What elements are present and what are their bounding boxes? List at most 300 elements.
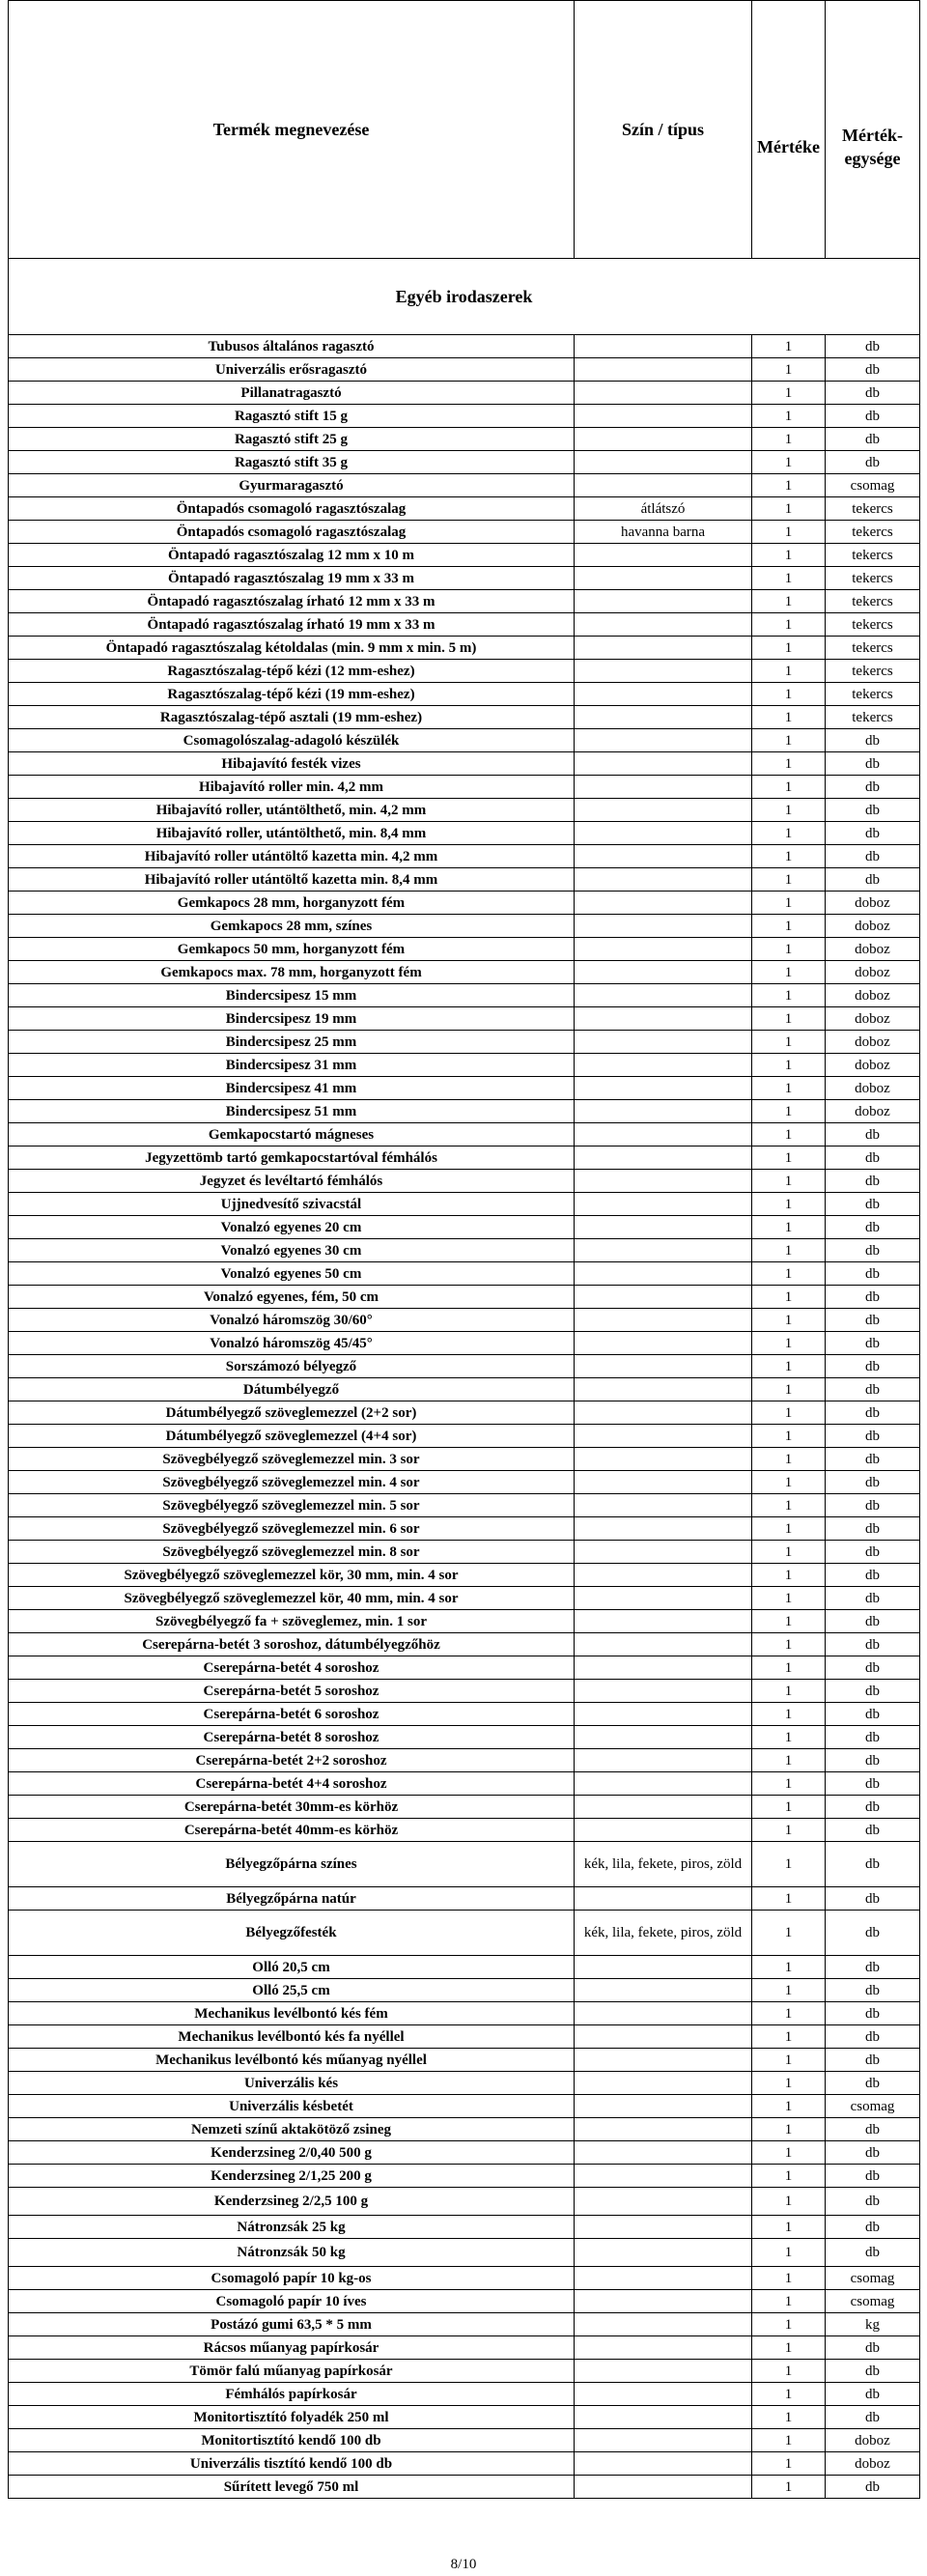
table-header [9,1,920,259]
product-name-cell: Tömör falú műanyag papírkosár [9,2360,575,2383]
quantity-cell: 1 [752,1656,826,1680]
color-type-cell [575,1286,752,1309]
unit-cell: db [826,2141,920,2165]
table-row [9,358,920,382]
quantity-cell: 1 [752,1471,826,1494]
product-name-cell: Postázó gumi 63,5 * 5 mm [9,2313,575,2336]
unit-cell: tekercs [826,706,920,729]
color-type-cell [575,1587,752,1610]
unit-cell: db [826,1494,920,1517]
quantity-cell: 1 [752,1448,826,1471]
product-name-cell: Öntapadós csomagoló ragasztószalag [9,497,575,521]
unit-cell: doboz [826,915,920,938]
table-row [9,799,920,822]
table-row [9,1796,920,1819]
header-product-name: Termék megnevezése [9,1,575,259]
product-name-cell: Bindercsipesz 25 mm [9,1031,575,1054]
table-row [9,1425,920,1448]
table-row [9,2290,920,2313]
table-row [9,776,920,799]
color-type-cell [575,1633,752,1656]
table-row [9,2165,920,2188]
table-row [9,1031,920,1054]
product-name-cell: Bindercsipesz 15 mm [9,984,575,1007]
table-row [9,2267,920,2290]
quantity-cell: 1 [752,868,826,892]
unit-cell: db [826,1911,920,1956]
unit-cell: tekercs [826,590,920,613]
quantity-cell: 1 [752,683,826,706]
quantity-cell: 1 [752,1216,826,1239]
color-type-cell [575,2141,752,2165]
quantity-cell: 1 [752,1819,826,1842]
product-name-cell: Nátronzsák 50 kg [9,2239,575,2267]
quantity-cell: 1 [752,2313,826,2336]
quantity-cell: 1 [752,544,826,567]
product-name-cell: Bélyegzőpárna natúr [9,1887,575,1911]
page-number: 8/10 [450,2557,477,2572]
product-name-cell: Cserepárna-betét 6 soroshoz [9,1703,575,1726]
quantity-cell: 1 [752,451,826,474]
quantity-cell: 1 [752,1796,826,1819]
product-name-cell: Sűrített levegő 750 ml [9,2476,575,2499]
product-name-cell: Bélyegzőpárna színes [9,1842,575,1887]
product-name-cell: Bindercsipesz 41 mm [9,1077,575,1100]
color-type-cell [575,1796,752,1819]
header-unit-label: Mérték-egysége [842,126,903,168]
unit-cell: doboz [826,1077,920,1100]
table-row [9,497,920,521]
unit-cell: doboz [826,1054,920,1077]
table-row [9,2313,920,2336]
unit-cell: db [826,2165,920,2188]
product-name-cell: Pillanatragasztó [9,382,575,405]
product-name-cell: Ragasztó stift 35 g [9,451,575,474]
quantity-cell: 1 [752,2429,826,2452]
quantity-cell: 1 [752,1680,826,1703]
product-name-cell: Univerzális erősragasztó [9,358,575,382]
unit-cell: db [826,776,920,799]
quantity-cell: 1 [752,1517,826,1541]
unit-cell: db [826,1355,920,1378]
product-name-cell: Szövegbélyegző szöveglemezzel min. 8 sor [9,1541,575,1564]
quantity-cell: 1 [752,1726,826,1749]
quantity-cell: 1 [752,938,826,961]
product-name-cell: Öntapadó ragasztószalag írható 12 mm x 33 m [9,590,575,613]
quantity-cell: 1 [752,915,826,938]
color-type-cell [575,2216,752,2239]
quantity-cell: 1 [752,1355,826,1378]
product-name-cell: Ragasztószalag-tépő asztali (19 mm-eshez) [9,706,575,729]
product-name-cell: Öntapadós csomagoló ragasztószalag [9,521,575,544]
table-row [9,1819,920,1842]
unit-cell: db [826,2072,920,2095]
quantity-cell: 1 [752,2452,826,2476]
unit-cell: db [826,1332,920,1355]
table-row [9,1054,920,1077]
quantity-cell: 1 [752,567,826,590]
quantity-cell: 1 [752,752,826,776]
quantity-cell: 1 [752,613,826,637]
color-type-cell: átlátszó [575,497,752,521]
product-name-cell: Nátronzsák 25 kg [9,2216,575,2239]
table-row [9,1471,920,1494]
quantity-cell: 1 [752,2290,826,2313]
product-name-cell: Ragasztószalag-tépő kézi (12 mm-eshez) [9,660,575,683]
table-row [9,2118,920,2141]
color-type-cell [575,2072,752,2095]
product-name-cell: Gemkapocs 50 mm, horganyzott fém [9,938,575,961]
unit-cell: db [826,1887,920,1911]
table-row [9,1378,920,1401]
unit-cell: tekercs [826,544,920,567]
table-row [9,1494,920,1517]
table-row [9,1564,920,1587]
unit-cell: db [826,845,920,868]
quantity-cell: 1 [752,1956,826,1979]
unit-cell: db [826,2383,920,2406]
table-row [9,1703,920,1726]
quantity-cell: 1 [752,2002,826,2025]
unit-cell: tekercs [826,683,920,706]
product-table [8,0,920,2499]
quantity-cell: 1 [752,2216,826,2239]
product-name-cell: Olló 20,5 cm [9,1956,575,1979]
color-type-cell [575,2118,752,2141]
quantity-cell: 1 [752,1123,826,1146]
table-row [9,1077,920,1100]
color-type-cell [575,1077,752,1100]
color-type-cell [575,2476,752,2499]
table-row [9,1193,920,1216]
quantity-cell: 1 [752,428,826,451]
table-row [9,1610,920,1633]
table-row [9,1749,920,1772]
unit-cell: db [826,1610,920,1633]
table-row [9,335,920,358]
product-name-cell: Szövegbélyegző szöveglemezzel kör, 40 mm, min. 4 sor [9,1587,575,1610]
quantity-cell: 1 [752,2118,826,2141]
unit-cell: db [826,1703,920,1726]
table-row [9,2072,920,2095]
color-type-cell [575,1564,752,1587]
unit-cell: db [826,1842,920,1887]
unit-cell: db [826,1541,920,1564]
unit-cell: db [826,1123,920,1146]
color-type-cell [575,1425,752,1448]
table-row [9,1680,920,1703]
quantity-cell: 1 [752,1239,826,1262]
color-type-cell [575,1239,752,1262]
color-type-cell [575,1401,752,1425]
unit-cell: doboz [826,1100,920,1123]
table-row [9,1216,920,1239]
unit-cell: db [826,1956,920,1979]
unit-cell: db [826,428,920,451]
table-row [9,1170,920,1193]
table-row [9,683,920,706]
quantity-cell: 1 [752,1378,826,1401]
color-type-cell [575,1355,752,1378]
color-type-cell [575,1448,752,1471]
quantity-cell: 1 [752,729,826,752]
color-type-cell: kék, lila, fekete, piros, zöld [575,1842,752,1887]
color-type-cell [575,915,752,938]
color-type-cell [575,1956,752,1979]
quantity-cell: 1 [752,2406,826,2429]
unit-cell: db [826,1819,920,1842]
product-name-cell: Vonalzó egyenes 30 cm [9,1239,575,1262]
color-type-cell [575,544,752,567]
table-row [9,2383,920,2406]
table-row [9,1587,920,1610]
table-row [9,1448,920,1471]
unit-cell: tekercs [826,521,920,544]
quantity-cell: 1 [752,1401,826,1425]
unit-cell: db [826,1587,920,1610]
quantity-cell: 1 [752,1309,826,1332]
product-name-cell: Vonalzó egyenes, fém, 50 cm [9,1286,575,1309]
product-name-cell: Szövegbélyegző szöveglemezzel min. 4 sor [9,1471,575,1494]
product-name-cell: Vonalzó egyenes 20 cm [9,1216,575,1239]
unit-cell: doboz [826,961,920,984]
quantity-cell: 1 [752,1979,826,2002]
section-block [9,259,920,335]
product-name-cell: Cserepárna-betét 30mm-es körhöz [9,1796,575,1819]
color-type-cell [575,590,752,613]
product-name-cell: Hibajavító roller utántöltő kazetta min. 8,4 mm [9,868,575,892]
color-type-cell [575,474,752,497]
color-type-cell [575,2452,752,2476]
unit-cell: db [826,1633,920,1656]
color-type-cell [575,1680,752,1703]
quantity-cell: 1 [752,892,826,915]
unit-cell: db [826,2118,920,2141]
quantity-cell: 1 [752,335,826,358]
unit-cell: db [826,1193,920,1216]
quantity-cell: 1 [752,1170,826,1193]
color-type-cell [575,1332,752,1355]
table-row [9,1887,920,1911]
table-row [9,1146,920,1170]
product-name-cell: Bélyegzőfesték [9,1911,575,1956]
product-name-cell: Rácsos műanyag papírkosár [9,2336,575,2360]
table-row [9,428,920,451]
product-name-cell: Dátumbélyegző szöveglemezzel (4+4 sor) [9,1425,575,1448]
color-type-cell [575,1309,752,1332]
quantity-cell: 1 [752,1054,826,1077]
unit-cell: db [826,1749,920,1772]
product-name-cell: Monitortisztító kendő 100 db [9,2429,575,2452]
color-type-cell [575,2360,752,2383]
unit-cell: db [826,1239,920,1262]
color-type-cell [575,1656,752,1680]
color-type-cell [575,2188,752,2216]
table-row [9,2336,920,2360]
color-type-cell [575,660,752,683]
color-type-cell [575,1193,752,1216]
quantity-cell: 1 [752,822,826,845]
product-name-cell: Hibajavító roller min. 4,2 mm [9,776,575,799]
product-name-cell: Cserepárna-betét 4 soroshoz [9,1656,575,1680]
unit-cell: db [826,1517,920,1541]
unit-cell: doboz [826,1007,920,1031]
unit-cell: doboz [826,2452,920,2476]
quantity-cell: 1 [752,2267,826,2290]
table-row [9,474,920,497]
product-name-cell: Bindercsipesz 19 mm [9,1007,575,1031]
unit-cell: db [826,2406,920,2429]
unit-cell: db [826,2360,920,2383]
product-name-cell: Monitortisztító folyadék 250 ml [9,2406,575,2429]
table-row [9,822,920,845]
unit-cell: db [826,382,920,405]
table-row [9,845,920,868]
product-name-cell: Jegyzettömb tartó gemkapocstartóval fémhálós [9,1146,575,1170]
table-row [9,660,920,683]
table-row [9,2406,920,2429]
product-name-cell: Hibajavító roller, utántölthető, min. 8,4 mm [9,822,575,845]
quantity-cell: 1 [752,2095,826,2118]
table-row [9,1911,920,1956]
header-quantity: Mértéke [752,1,826,259]
table-row [9,1262,920,1286]
unit-cell: db [826,1146,920,1170]
section-title: Egyéb irodaszerek [9,259,920,335]
table-row [9,590,920,613]
color-type-cell [575,1726,752,1749]
table-row [9,706,920,729]
color-type-cell [575,752,752,776]
color-type-cell [575,2429,752,2452]
unit-cell: csomag [826,2095,920,2118]
unit-cell: db [826,1286,920,1309]
table-row [9,915,920,938]
quantity-cell: 1 [752,358,826,382]
quantity-cell: 1 [752,1541,826,1564]
table-row [9,613,920,637]
color-type-cell [575,613,752,637]
unit-cell: doboz [826,892,920,915]
product-name-cell: Hibajavító festék vizes [9,752,575,776]
color-type-cell [575,1471,752,1494]
unit-cell: db [826,1378,920,1401]
color-type-cell [575,2313,752,2336]
quantity-cell: 1 [752,1494,826,1517]
table-row [9,1123,920,1146]
unit-cell: db [826,335,920,358]
color-type-cell [575,1772,752,1796]
table-row [9,637,920,660]
quantity-cell: 1 [752,1262,826,1286]
color-type-cell [575,1054,752,1077]
quantity-cell: 1 [752,799,826,822]
table-row [9,521,920,544]
product-name-cell: Univerzális késbetét [9,2095,575,2118]
product-name-cell: Cserepárna-betét 40mm-es körhöz [9,1819,575,1842]
unit-cell: db [826,729,920,752]
table-row [9,451,920,474]
quantity-cell: 1 [752,1286,826,1309]
color-type-cell [575,382,752,405]
quantity-cell: 1 [752,2188,826,2216]
unit-cell: db [826,868,920,892]
color-type-cell [575,2336,752,2360]
color-type-cell [575,2406,752,2429]
quantity-cell: 1 [752,2336,826,2360]
unit-cell: db [826,752,920,776]
unit-cell: db [826,2239,920,2267]
unit-cell: db [826,1425,920,1448]
product-name-cell: Univerzális kés [9,2072,575,2095]
quantity-cell: 1 [752,776,826,799]
table-row [9,1772,920,1796]
quantity-cell: 1 [752,637,826,660]
table-row [9,1633,920,1656]
color-type-cell [575,1170,752,1193]
table-row [9,938,920,961]
product-name-cell: Csomagoló papír 10 íves [9,2290,575,2313]
color-type-cell [575,1146,752,1170]
product-name-cell: Univerzális tisztító kendő 100 db [9,2452,575,2476]
product-name-cell: Kenderzsineg 2/0,40 500 g [9,2141,575,2165]
unit-cell: db [826,1471,920,1494]
quantity-cell: 1 [752,1887,826,1911]
product-name-cell: Gemkapocs max. 78 mm, horganyzott fém [9,961,575,984]
color-type-cell [575,1819,752,1842]
color-type-cell [575,451,752,474]
product-name-cell: Vonalzó egyenes 50 cm [9,1262,575,1286]
unit-cell: tekercs [826,660,920,683]
quantity-cell: 1 [752,2025,826,2049]
color-type-cell [575,2383,752,2406]
unit-cell: db [826,1564,920,1587]
quantity-cell: 1 [752,1749,826,1772]
color-type-cell [575,2267,752,2290]
unit-cell: tekercs [826,497,920,521]
table-row [9,1517,920,1541]
quantity-cell: 1 [752,1633,826,1656]
product-name-cell: Öntapadó ragasztószalag kétoldalas (min. 9 mm x min. 5 m) [9,637,575,660]
unit-cell: db [826,2336,920,2360]
unit-cell: db [826,1726,920,1749]
table-row [9,2216,920,2239]
quantity-cell: 1 [752,961,826,984]
quantity-cell: 1 [752,497,826,521]
table-row [9,1656,920,1680]
unit-cell: db [826,2476,920,2499]
unit-cell: csomag [826,2267,920,2290]
product-name-cell: Dátumbélyegző szöveglemezzel (2+2 sor) [9,1401,575,1425]
table-row [9,1956,920,1979]
color-type-cell [575,2290,752,2313]
table-row [9,1726,920,1749]
table-row [9,1842,920,1887]
table-row [9,2002,920,2025]
product-name-cell: Gyurmaragasztó [9,474,575,497]
product-name-cell: Kenderzsineg 2/2,5 100 g [9,2188,575,2216]
color-type-cell [575,822,752,845]
table-row [9,2429,920,2452]
product-name-cell: Szövegbélyegző szöveglemezzel kör, 30 mm, min. 4 sor [9,1564,575,1587]
unit-cell: db [826,358,920,382]
unit-cell: db [826,1309,920,1332]
table-row [9,752,920,776]
table-row [9,1007,920,1031]
color-type-cell [575,799,752,822]
unit-cell: tekercs [826,637,920,660]
product-name-cell: Öntapadó ragasztószalag 12 mm x 10 m [9,544,575,567]
